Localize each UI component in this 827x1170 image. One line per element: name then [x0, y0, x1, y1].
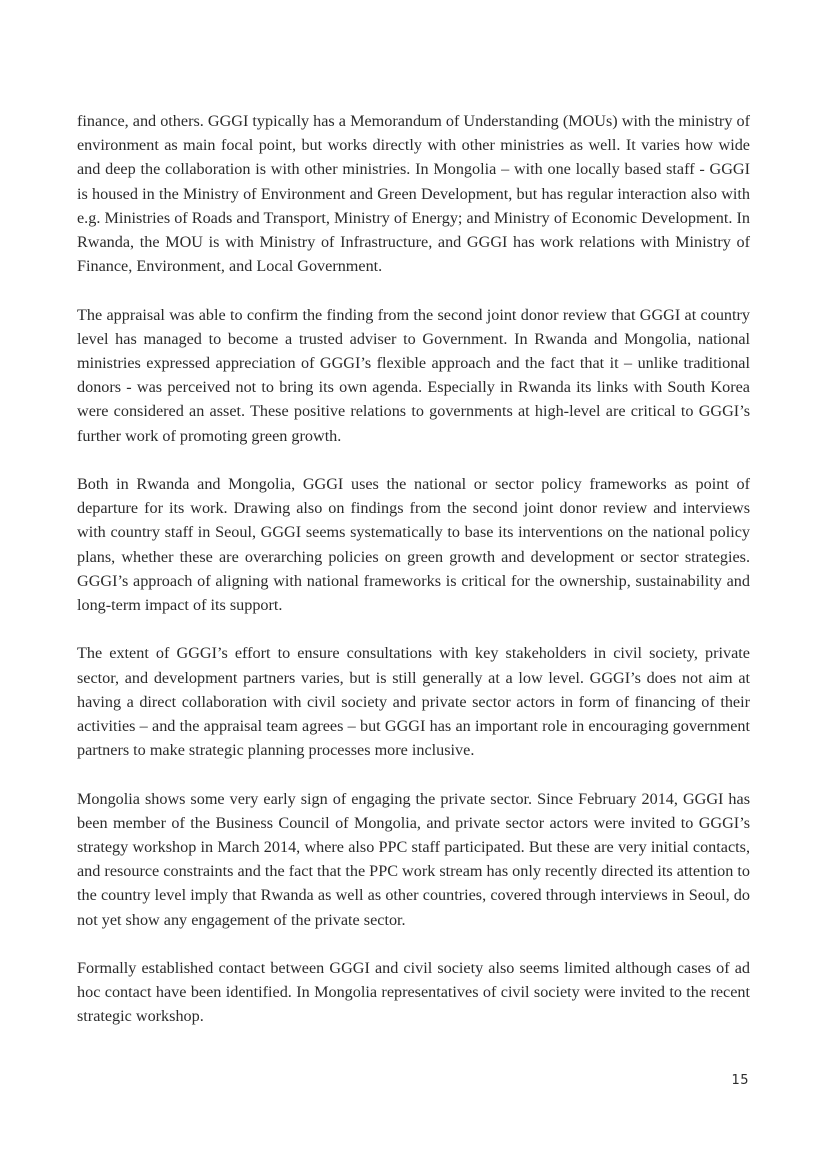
paragraph: Formally established contact between GGGI and civil society also seems limited although cases of ad hoc contact have been identified. In Mongolia representatives of civil society were invited to the recent strategic workshop.	[77, 959, 750, 1026]
paragraph: The extent of GGGI’s effort to ensure consultations with key stakeholders in civil society, private sector, and development partners varies, but is still generally at a low level. GGGI’s does not aim at having a direct collaboration with civil society and private sector actors in form of financing of their activities – and the appraisal team agrees – but GGGI has an important role in encouraging government partners to make strategic planning processes more inclusive.	[77, 644, 750, 760]
document-body	[77, 109, 750, 1029]
paragraph: finance, and others. GGGI typically has a Memorandum of Understanding (MOUs) with the ministry of environment as main focal point, but works directly with other ministries as well. It varies how wide and deep the collaboration is with other ministries. In Mongolia – with one locally based staff - GGGI is housed in the Ministry of Environment and Green Development, but has regular interaction also with e.g. Ministries of Roads and Transport, Ministry of Energy; and Ministry of Economic Development. In Rwanda, the MOU is with Ministry of Infrastructure, and GGGI has work relations with Ministry of Finance, Environment, and Local Government.	[77, 112, 750, 276]
paragraph: Mongolia shows some very early sign of engaging the private sector. Since February 2014, GGGI has been member of the Business Council of Mongolia, and private sector actors were invited to GGGI’s strategy workshop in March 2014, where also PPC staff participated. But these are very initial contacts, and resource constraints and the fact that the PPC work stream has only recently directed its attention to the country level imply that Rwanda as well as other countries, covered through interviews in Seoul, do not yet show any engagement of the private sector.	[77, 789, 750, 929]
page-number: 15	[731, 1073, 749, 1088]
paragraph: Both in Rwanda and Mongolia, GGGI uses the national or sector policy frameworks as point of departure for its work. Drawing also on findings from the second joint donor review and interviews with country staff in Seoul, GGGI seems systematically to base its interventions on the national policy plans, whether these are overarching policies on green growth and development or sector strategies. GGGI’s approach of aligning with national frameworks is critical for the ownership, sustainability and long-term impact of its support.	[77, 475, 750, 615]
paragraph: The appraisal was able to confirm the finding from the second joint donor review that GGGI at country level has managed to become a trusted adviser to Government. In Rwanda and Mongolia, national ministries expressed appreciation of GGGI’s flexible approach and the fact that it – unlike traditional donors - was perceived not to bring its own agenda. Especially in Rwanda its links with South Korea were considered an asset. These positive relations to governments at high-level are critical to GGGI’s further work of promoting green growth.	[77, 305, 750, 445]
